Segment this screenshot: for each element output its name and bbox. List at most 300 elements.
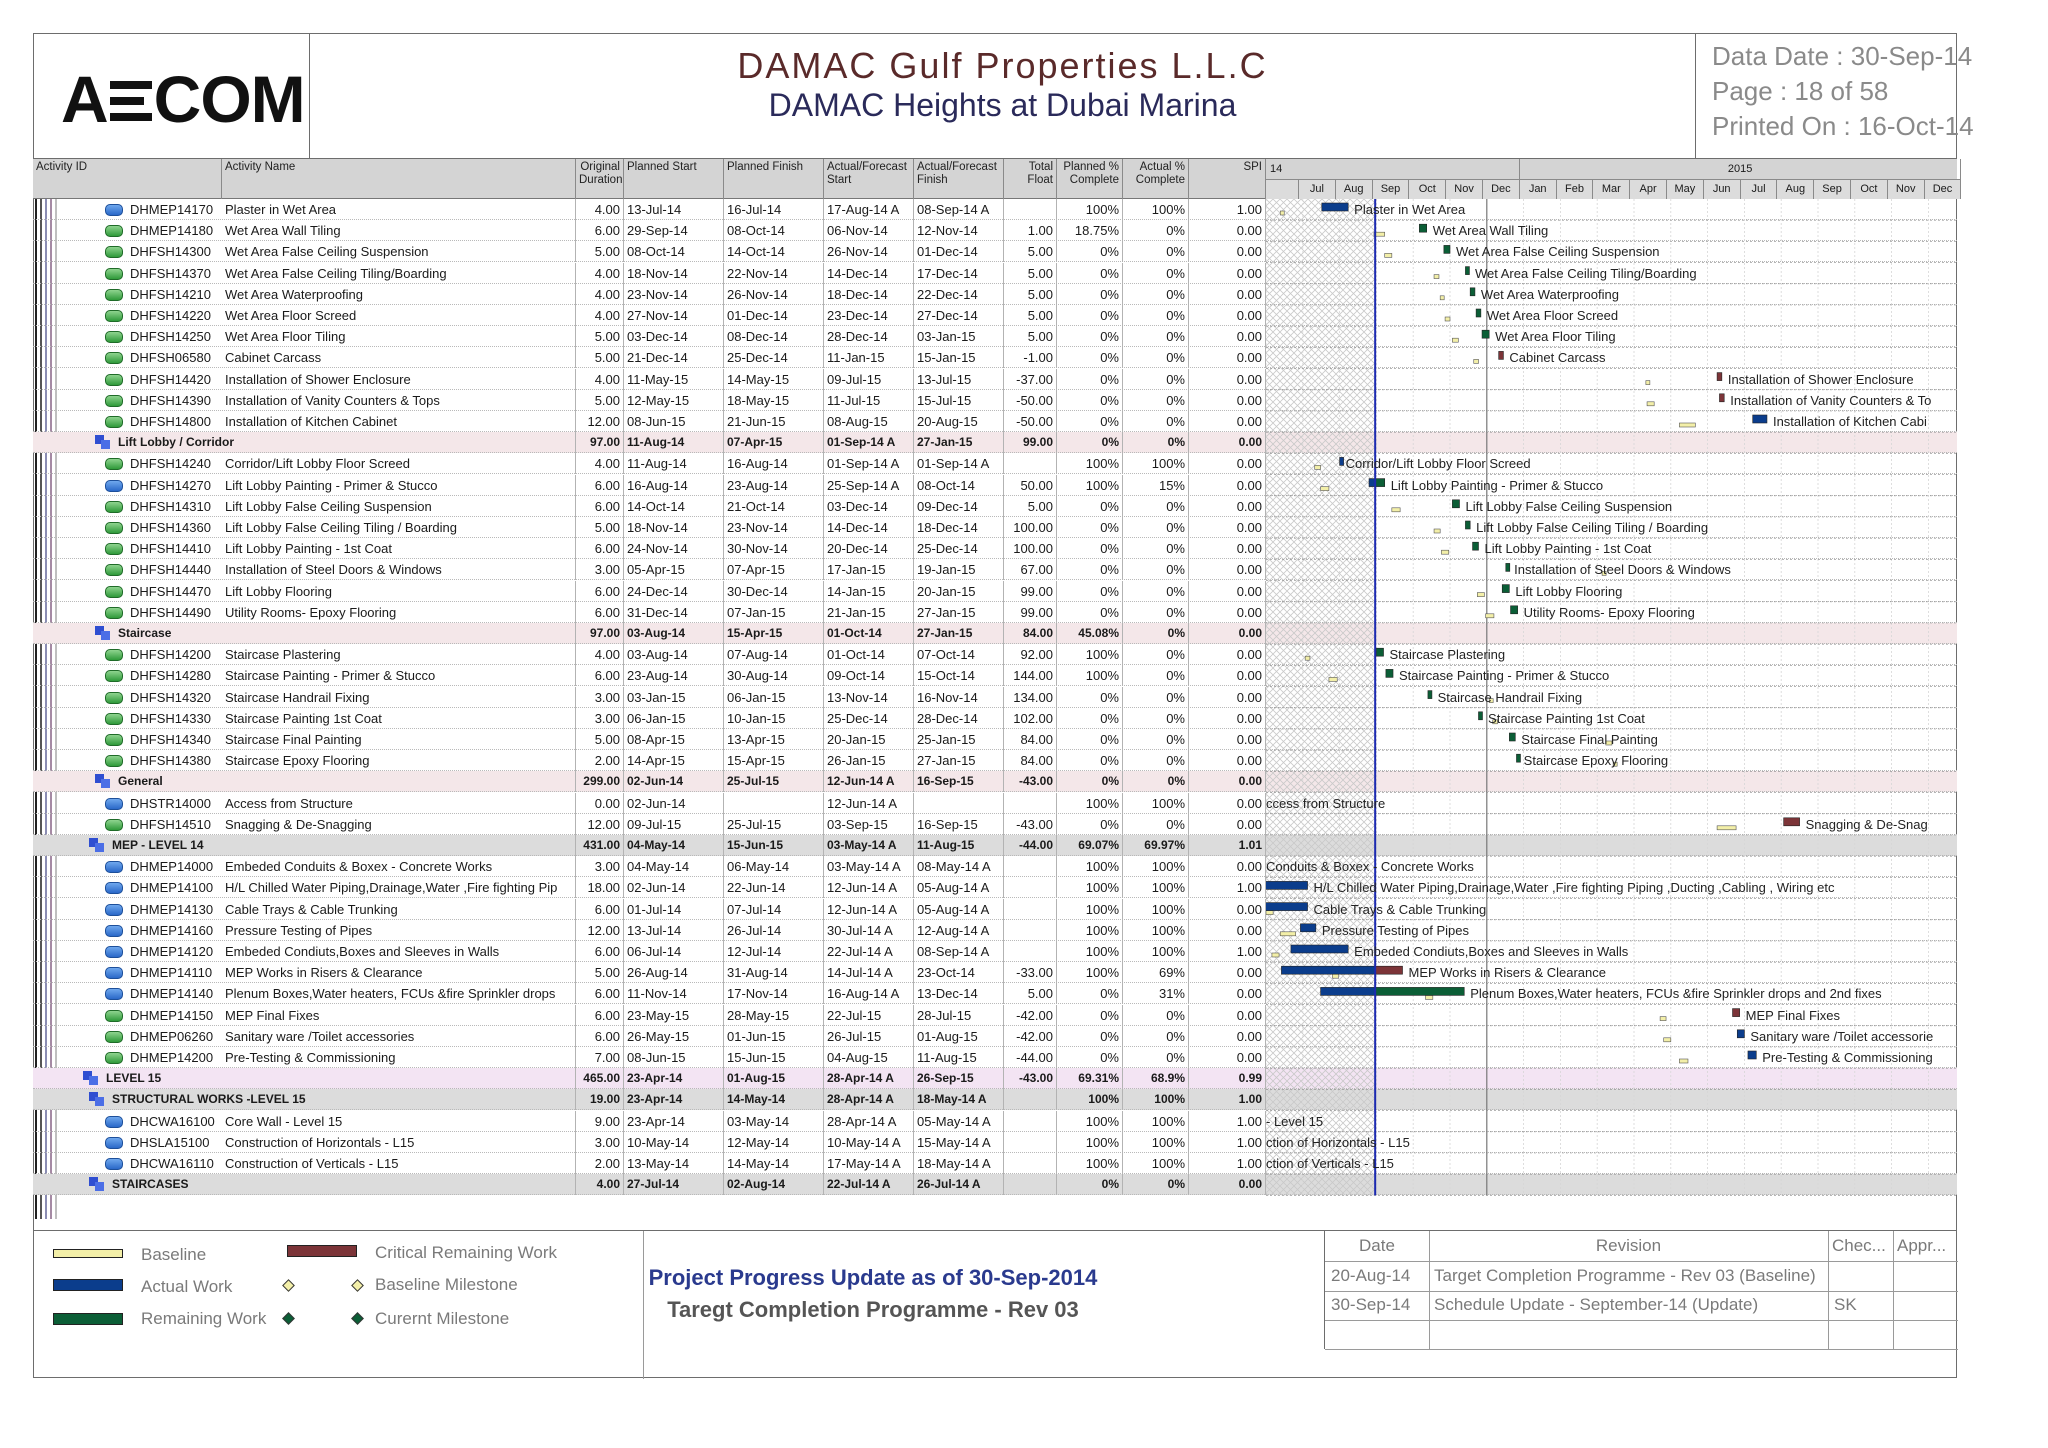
cell-activity-id: DHFSH14390 [130, 392, 211, 408]
cell-actual-finish: 08-Sep-14 A [914, 199, 1004, 220]
bar-label: Staircase Epoxy Flooring [1523, 753, 1669, 769]
cell-duration: 6.00 [576, 475, 624, 496]
cell-actual-start: 14-Jul-14 A [824, 962, 914, 983]
col-orig-duration[interactable]: Original Duration [576, 159, 624, 199]
cell-planned-finish: 22-Jun-14 [724, 877, 824, 898]
cell-total-float [1004, 793, 1057, 814]
cell-activity-id: DHFSH14210 [130, 286, 211, 302]
wbs-group-name: Lift Lobby / Corridor [115, 432, 576, 453]
bar-label: Lift Lobby Painting - 1st Coat [1484, 541, 1652, 557]
cell-spi: 0.00 [1189, 983, 1266, 1004]
bar-label: Snagging & De-Snag [1805, 816, 1928, 832]
month-label: Jul [1299, 179, 1336, 199]
cell-duration: 4.00 [576, 263, 624, 284]
cell-actual-pct: 100% [1123, 793, 1189, 814]
cell-planned-pct: 0% [1057, 687, 1123, 708]
bar-label: Pressure Testing of Pipes [1321, 922, 1470, 938]
rev-header-date: Date [1359, 1236, 1395, 1255]
bar-label: Wet Area Wall Tiling [1432, 223, 1549, 239]
cell-actual-finish: 01-Sep-14 A [914, 453, 1004, 474]
bar-label: Sanitary ware /Toilet accessorie [1750, 1028, 1934, 1044]
cell-actual-pct: 0% [1123, 305, 1189, 326]
cell-planned-pct: 0% [1057, 326, 1123, 347]
remaining-activity-icon [105, 225, 123, 237]
legend-actual-swatch [53, 1279, 123, 1291]
cell-actual-pct: 0% [1123, 390, 1189, 411]
cell-activity-id: DHMEP14160 [130, 922, 214, 938]
cell-planned-pct: 0% [1057, 496, 1123, 517]
cell-activity-id: DHFSH14340 [130, 732, 211, 747]
remaining-activity-icon [105, 374, 123, 386]
cell-activity-name: Embeded Conduits & Boxex - Concrete Works [222, 856, 576, 877]
cell-activity-name: Staircase Plastering [222, 644, 576, 665]
cell-actual-finish: 05-Aug-14 A [914, 899, 1004, 920]
cell-planned-pct: 0% [1057, 241, 1123, 262]
cell-planned-pct: 69.07% [1057, 835, 1123, 856]
month-label: Feb [1557, 179, 1594, 199]
cell-duration: 3.00 [576, 1132, 624, 1153]
cell-actual-pct: 0% [1123, 1005, 1189, 1026]
col-planned-finish[interactable]: Planned Finish [724, 159, 824, 199]
cell-actual-start: 28-Apr-14 A [824, 1068, 914, 1089]
cell-actual-start: 28-Dec-14 [824, 326, 914, 347]
cell-total-float: -37.00 [1004, 369, 1057, 390]
cell-planned-finish: 02-Aug-14 [724, 1174, 824, 1195]
col-activity-name[interactable]: Activity Name [222, 159, 576, 199]
cell-activity-id: DHMEP14180 [130, 223, 214, 239]
col-actual-finish[interactable]: Actual/Forecast Finish [914, 159, 1004, 199]
bar-label: Wet Area Floor Tiling [1495, 329, 1616, 345]
cell-planned-finish: 14-May-15 [724, 369, 824, 390]
bar-label: Pre-Testing & Commissioning [1762, 1050, 1933, 1065]
cell-activity-id: DHMEP06260 [130, 1028, 214, 1044]
cell-planned-finish: 12-Jul-14 [724, 941, 824, 962]
title-block [33, 33, 1974, 159]
cell-actual-finish: 11-Aug-15 [914, 1047, 1004, 1068]
footer-subtitle: Taregt Completion Programme - Rev 03 [667, 1297, 1079, 1322]
month-label: Apr [1630, 179, 1667, 199]
cell-actual-start: 09-Oct-14 [824, 665, 914, 686]
remaining-work-bar [1375, 479, 1385, 487]
col-total-float[interactable]: Total Float [1004, 159, 1057, 199]
cell-spi: 1.00 [1189, 1153, 1266, 1174]
cell-actual-finish: 11-Aug-15 [914, 835, 1004, 856]
cell-planned-pct: 69.31% [1057, 1068, 1123, 1089]
cell-total-float: 5.00 [1004, 284, 1057, 305]
cell-actual-start: 17-Jan-15 [824, 559, 914, 580]
cell-actual-start: 28-Apr-14 A [824, 1111, 914, 1132]
cell-planned-pct: 0% [1057, 708, 1123, 729]
cell-actual-pct: 0% [1123, 284, 1189, 305]
cell-planned-pct: 0% [1057, 771, 1123, 792]
rev-row-date: 30-Sep-14 [1331, 1295, 1411, 1314]
bar-label: Lift Lobby Painting - Primer & Stucco [1390, 477, 1604, 493]
cell-activity-name: Cabinet Carcass [222, 347, 576, 368]
cell-planned-pct: 0% [1057, 750, 1123, 771]
cell-spi: 1.00 [1189, 1132, 1266, 1153]
cell-spi: 0.00 [1189, 665, 1266, 686]
cell-planned-start: 13-May-14 [624, 1153, 724, 1174]
wbs-group-icon [89, 1177, 105, 1192]
legend-baseline-milestone-icon-2 [351, 1279, 364, 1292]
month-label: Jan [1520, 179, 1557, 199]
wbs-group-name: STAIRCASES [109, 1174, 576, 1195]
cell-duration: 4.00 [576, 305, 624, 326]
cell-activity-name: Sanitary ware /Toilet accessories [222, 1026, 576, 1047]
cell-spi: 0.00 [1189, 602, 1266, 623]
remaining-work-bar [1375, 987, 1464, 995]
cell-planned-finish: 15-Jun-15 [724, 835, 824, 856]
cell-activity-id: DHFSH14270 [130, 477, 211, 493]
cell-total-float: 5.00 [1004, 241, 1057, 262]
remaining-work-bar [1386, 669, 1393, 677]
cell-planned-start: 14-Oct-14 [624, 496, 724, 517]
company-name: DAMAC Gulf Properties L.L.C [737, 45, 1268, 86]
cell-duration: 5.00 [576, 517, 624, 538]
cell-activity-name: Installation of Kitchen Cabinet [222, 411, 576, 432]
cell-activity-name: Snagging & De-Snagging [222, 814, 576, 835]
cell-duration: 431.00 [576, 835, 624, 856]
cell-planned-pct: 0% [1057, 1174, 1123, 1195]
cell-planned-finish: 06-May-14 [724, 856, 824, 877]
cell-actual-start: 03-Dec-14 [824, 496, 914, 517]
cell-actual-finish: 03-Jan-15 [914, 326, 1004, 347]
month-spacer [1266, 179, 1299, 199]
cell-planned-pct: 0% [1057, 538, 1123, 559]
baseline-bar [1305, 656, 1310, 660]
cell-planned-start: 18-Nov-14 [624, 517, 724, 538]
cell-actual-pct: 15% [1123, 475, 1189, 496]
cell-actual-start: 09-Jul-15 [824, 369, 914, 390]
cell-activity-name: Staircase Painting - Primer & Stucco [222, 665, 576, 686]
remaining-activity-icon [105, 819, 123, 831]
cell-spi: 0.00 [1189, 326, 1266, 347]
cell-actual-pct: 0% [1123, 347, 1189, 368]
cell-actual-pct: 0% [1123, 665, 1189, 686]
cell-spi: 0.00 [1189, 347, 1266, 368]
remaining-work-bar [1473, 542, 1479, 550]
rev-row-checked: SK [1834, 1295, 1857, 1314]
cell-total-float: 84.00 [1004, 750, 1057, 771]
col-planned-pct[interactable]: Planned % Complete [1057, 159, 1123, 199]
cell-planned-pct: 0% [1057, 729, 1123, 750]
cell-actual-start: 28-Apr-14 A [824, 1089, 914, 1110]
col-spi[interactable]: SPI [1189, 159, 1266, 199]
cell-spi: 0.00 [1189, 475, 1266, 496]
cell-duration: 299.00 [576, 771, 624, 792]
completed-activity-icon [105, 882, 123, 894]
cell-duration: 7.00 [576, 1047, 624, 1068]
cell-activity-name: Access from Structure [222, 793, 576, 814]
legend-baseline-swatch [53, 1249, 123, 1258]
footer [33, 1230, 1957, 1378]
cell-planned-pct: 0% [1057, 814, 1123, 835]
cell-spi: 1.00 [1189, 199, 1266, 220]
cell-spi: 0.00 [1189, 793, 1266, 814]
cell-planned-finish: 30-Aug-14 [724, 665, 824, 686]
baseline-bar [1441, 550, 1448, 554]
cell-total-float: 144.00 [1004, 665, 1057, 686]
cell-duration: 3.00 [576, 708, 624, 729]
cell-total-float [1004, 877, 1057, 898]
cell-total-float [1004, 1174, 1057, 1195]
cell-planned-pct: 0% [1057, 602, 1123, 623]
cell-planned-finish: 26-Nov-14 [724, 284, 824, 305]
completed-activity-icon [105, 946, 123, 958]
cell-planned-pct: 100% [1057, 877, 1123, 898]
cell-activity-name: Installation of Vanity Counters & Tops [222, 390, 576, 411]
cell-actual-finish: 27-Jan-15 [914, 750, 1004, 771]
cell-actual-pct: 0% [1123, 708, 1189, 729]
cell-activity-name: Lift Lobby False Ceiling Tiling / Boarding [222, 517, 576, 538]
page-number: Page : 18 of 58 [1712, 76, 1889, 106]
cell-total-float [1004, 1089, 1057, 1110]
month-label: May [1667, 179, 1704, 199]
cell-planned-start: 06-Jan-15 [624, 708, 724, 729]
cell-planned-finish: 14-Oct-14 [724, 241, 824, 262]
cell-activity-name: Wet Area False Ceiling Tiling/Boarding [222, 263, 576, 284]
cell-spi: 0.00 [1189, 559, 1266, 580]
cell-activity-id: DHFSH14280 [130, 668, 211, 684]
cell-actual-finish: 27-Jan-15 [914, 432, 1004, 453]
bar-label: Wet Area Floor Screed [1486, 308, 1619, 323]
cell-planned-finish: 21-Jun-15 [724, 411, 824, 432]
rev-row-date: 20-Aug-14 [1331, 1266, 1411, 1285]
bar-label: Corridor/Lift Lobby Floor Screed [1345, 456, 1531, 472]
cell-spi: 0.00 [1189, 708, 1266, 729]
bar-label: ction of Horizontals - L15 [1266, 1134, 1410, 1150]
cell-activity-id: DHMEP14130 [130, 901, 214, 917]
cell-actual-finish: 08-Oct-14 [914, 475, 1004, 496]
baseline-bar [1646, 381, 1650, 385]
cell-total-float [1004, 856, 1057, 877]
cell-duration: 6.00 [576, 983, 624, 1004]
cell-actual-finish: 12-Nov-14 [914, 220, 1004, 241]
remaining-activity-icon [105, 458, 123, 470]
cell-total-float: 84.00 [1004, 623, 1057, 644]
cell-activity-name: Wet Area Wall Tiling [222, 220, 576, 241]
cell-spi: 0.00 [1189, 771, 1266, 792]
cell-planned-pct: 100% [1057, 644, 1123, 665]
cell-actual-finish: 22-Dec-14 [914, 284, 1004, 305]
remaining-activity-icon [105, 416, 123, 428]
cell-planned-start: 03-Aug-14 [624, 644, 724, 665]
remaining-work-bar [1482, 330, 1489, 338]
cell-activity-name: Construction of Verticals - L15 [222, 1153, 576, 1174]
bar-label: Wet Area False Ceiling Suspension [1456, 244, 1660, 260]
cell-activity-name: Plaster in Wet Area [222, 199, 576, 220]
cell-planned-finish: 26-Jul-14 [724, 920, 824, 941]
baseline-bar [1664, 1038, 1671, 1042]
cell-spi: 0.00 [1189, 750, 1266, 771]
col-activity-id[interactable]: Activity ID [33, 159, 222, 199]
cell-actual-start: 22-Jul-14 A [824, 1174, 914, 1195]
col-actual-start[interactable]: Actual/Forecast Start [824, 159, 914, 199]
cell-activity-id: DHCWA16110 [130, 1156, 214, 1171]
cell-planned-start: 24-Dec-14 [624, 581, 724, 602]
remaining-work-bar [1465, 521, 1470, 529]
cell-total-float: 100.00 [1004, 517, 1057, 538]
cell-duration: 4.00 [576, 1174, 624, 1195]
cell-planned-finish: 28-May-15 [724, 1005, 824, 1026]
completed-activity-icon [105, 1137, 123, 1149]
cell-planned-start: 11-Aug-14 [624, 453, 724, 474]
cell-planned-start: 23-Nov-14 [624, 284, 724, 305]
cell-activity-name: Installation of Shower Enclosure [222, 369, 576, 390]
cell-actual-pct: 31% [1123, 983, 1189, 1004]
cell-duration: 12.00 [576, 814, 624, 835]
cell-spi: 0.00 [1189, 390, 1266, 411]
baseline-bar [1385, 253, 1392, 257]
remaining-work-bar [1375, 966, 1402, 974]
cell-planned-finish: 01-Dec-14 [724, 305, 824, 326]
cell-planned-finish: 01-Jun-15 [724, 1026, 824, 1047]
cell-duration: 6.00 [576, 220, 624, 241]
bar-label: Plaster in Wet Area [1354, 202, 1466, 217]
cell-actual-finish: 28-Dec-14 [914, 708, 1004, 729]
cell-duration: 6.00 [576, 1005, 624, 1026]
bar-label: Utility Rooms- Epoxy Flooring [1523, 604, 1695, 620]
cell-total-float [1004, 1111, 1057, 1132]
cell-activity-name: Pre-Testing & Commissioning [222, 1047, 576, 1068]
actual-work-bar [1753, 415, 1767, 423]
cell-planned-start: 23-May-15 [624, 1005, 724, 1026]
cell-actual-finish: 20-Aug-15 [914, 411, 1004, 432]
cell-actual-pct: 0% [1123, 326, 1189, 347]
cell-duration: 6.00 [576, 496, 624, 517]
legend-remaining-swatch [53, 1313, 123, 1325]
logo-box [33, 33, 310, 159]
cell-planned-finish: 15-Apr-15 [724, 750, 824, 771]
cell-planned-start: 06-Jul-14 [624, 941, 724, 962]
legend-actual-work: Actual Work [141, 1277, 233, 1296]
cell-spi: 0.00 [1189, 856, 1266, 877]
baseline-bar [1440, 296, 1444, 300]
cell-actual-pct: 100% [1123, 877, 1189, 898]
completed-activity-icon [105, 798, 123, 810]
cell-actual-start: 17-May-14 A [824, 1153, 914, 1174]
cell-actual-start: 23-Dec-14 [824, 305, 914, 326]
cell-actual-pct: 69.97% [1123, 835, 1189, 856]
cell-actual-start: 20-Dec-14 [824, 538, 914, 559]
cell-planned-start: 21-Dec-14 [624, 347, 724, 368]
cell-activity-name: Lift Lobby False Ceiling Suspension [222, 496, 576, 517]
cell-planned-pct: 0% [1057, 983, 1123, 1004]
cell-planned-finish: 07-Aug-14 [724, 644, 824, 665]
aecom-logo: A COM [61, 62, 305, 136]
cell-planned-finish: 17-Nov-14 [724, 983, 824, 1004]
cell-activity-name: Embeded Condiuts,Boxes and Sleeves in Walls [222, 941, 576, 962]
cell-planned-start: 12-May-15 [624, 390, 724, 411]
baseline-bar [1434, 529, 1440, 533]
cell-actual-finish: 15-Jul-15 [914, 390, 1004, 411]
cell-activity-id: DHMEP14000 [130, 859, 214, 875]
cell-planned-start: 03-Jan-15 [624, 687, 724, 708]
cell-planned-start: 02-Jun-14 [624, 877, 724, 898]
cell-planned-finish: 14-May-14 [724, 1153, 824, 1174]
cell-total-float [1004, 1132, 1057, 1153]
cell-planned-pct: 0% [1057, 263, 1123, 284]
cell-duration: 19.00 [576, 1089, 624, 1110]
cell-actual-finish: 15-Jan-15 [914, 347, 1004, 368]
cell-planned-pct: 100% [1057, 453, 1123, 474]
cell-activity-id: DHFSH14220 [130, 308, 211, 323]
completed-activity-icon [105, 861, 123, 873]
actual-work-bar [1322, 203, 1348, 211]
completed-activity-icon [105, 1158, 123, 1170]
remaining-work-bar [1509, 733, 1515, 741]
bar-label: MEP Works in Risers & Clearance [1408, 965, 1606, 981]
cell-planned-start: 29-Sep-14 [624, 220, 724, 241]
legend-critical-swatch [287, 1245, 357, 1257]
month-label: Oct [1409, 179, 1446, 199]
legend-remaining-work: Remaining Work [141, 1309, 267, 1328]
cell-planned-pct: 100% [1057, 1132, 1123, 1153]
cell-actual-start: 26-Jan-15 [824, 750, 914, 771]
critical-remaining-bar [1719, 394, 1724, 402]
cell-total-float: 5.00 [1004, 305, 1057, 326]
cell-activity-id: DHFSH14800 [130, 414, 211, 429]
bar-label: MEP Final Fixes [1745, 1007, 1841, 1023]
wbs-group-name: Staircase [115, 623, 576, 644]
wbs-group-icon [95, 774, 111, 789]
cell-duration: 9.00 [576, 1111, 624, 1132]
cell-duration: 12.00 [576, 920, 624, 941]
cell-planned-finish: 21-Oct-14 [724, 496, 824, 517]
critical-remaining-bar [1784, 818, 1800, 826]
remaining-activity-icon [105, 734, 123, 746]
cell-duration: 18.00 [576, 877, 624, 898]
cell-total-float: -1.00 [1004, 347, 1057, 368]
cell-planned-finish: 07-Jan-15 [724, 602, 824, 623]
cell-total-float: 99.00 [1004, 602, 1057, 623]
cell-total-float: 5.00 [1004, 326, 1057, 347]
completed-activity-icon [105, 480, 123, 492]
actual-work-bar [1300, 924, 1315, 932]
completed-activity-icon [105, 904, 123, 916]
cell-spi: 0.00 [1189, 1026, 1266, 1047]
printed-on: Printed On : 16-Oct-14 [1712, 111, 1974, 141]
baseline-bar [1717, 826, 1736, 830]
cell-total-float: 134.00 [1004, 687, 1057, 708]
cell-spi: 0.00 [1189, 687, 1266, 708]
cell-actual-finish: 18-May-14 A [914, 1153, 1004, 1174]
cell-actual-start: 01-Sep-14 A [824, 432, 914, 453]
cell-spi: 1.00 [1189, 1111, 1266, 1132]
cell-actual-start: 18-Dec-14 [824, 284, 914, 305]
cell-activity-id: DHFSH14420 [130, 371, 211, 387]
col-planned-start[interactable]: Planned Start [624, 159, 724, 199]
cell-actual-start: 04-Aug-15 [824, 1047, 914, 1068]
table-header [33, 159, 1957, 199]
cell-duration: 5.00 [576, 347, 624, 368]
cell-actual-start: 14-Dec-14 [824, 517, 914, 538]
cell-actual-start: 12-Jun-14 A [824, 877, 914, 898]
col-actual-pct[interactable]: Actual % Complete [1123, 159, 1189, 199]
cell-actual-pct: 0% [1123, 369, 1189, 390]
cell-planned-pct: 0% [1057, 284, 1123, 305]
cell-actual-pct: 100% [1123, 899, 1189, 920]
cell-spi: 0.00 [1189, 644, 1266, 665]
cell-planned-start: 10-May-14 [624, 1132, 724, 1153]
completed-activity-icon [105, 925, 123, 937]
remaining-activity-icon [105, 713, 123, 725]
cell-activity-name: Wet Area False Ceiling Suspension [222, 241, 576, 262]
actual-work-bar [1281, 966, 1375, 974]
cell-activity-name: Pressure Testing of Pipes [222, 920, 576, 941]
cell-duration: 5.00 [576, 326, 624, 347]
bar-label: Installation of Shower Enclosure [1727, 371, 1914, 387]
